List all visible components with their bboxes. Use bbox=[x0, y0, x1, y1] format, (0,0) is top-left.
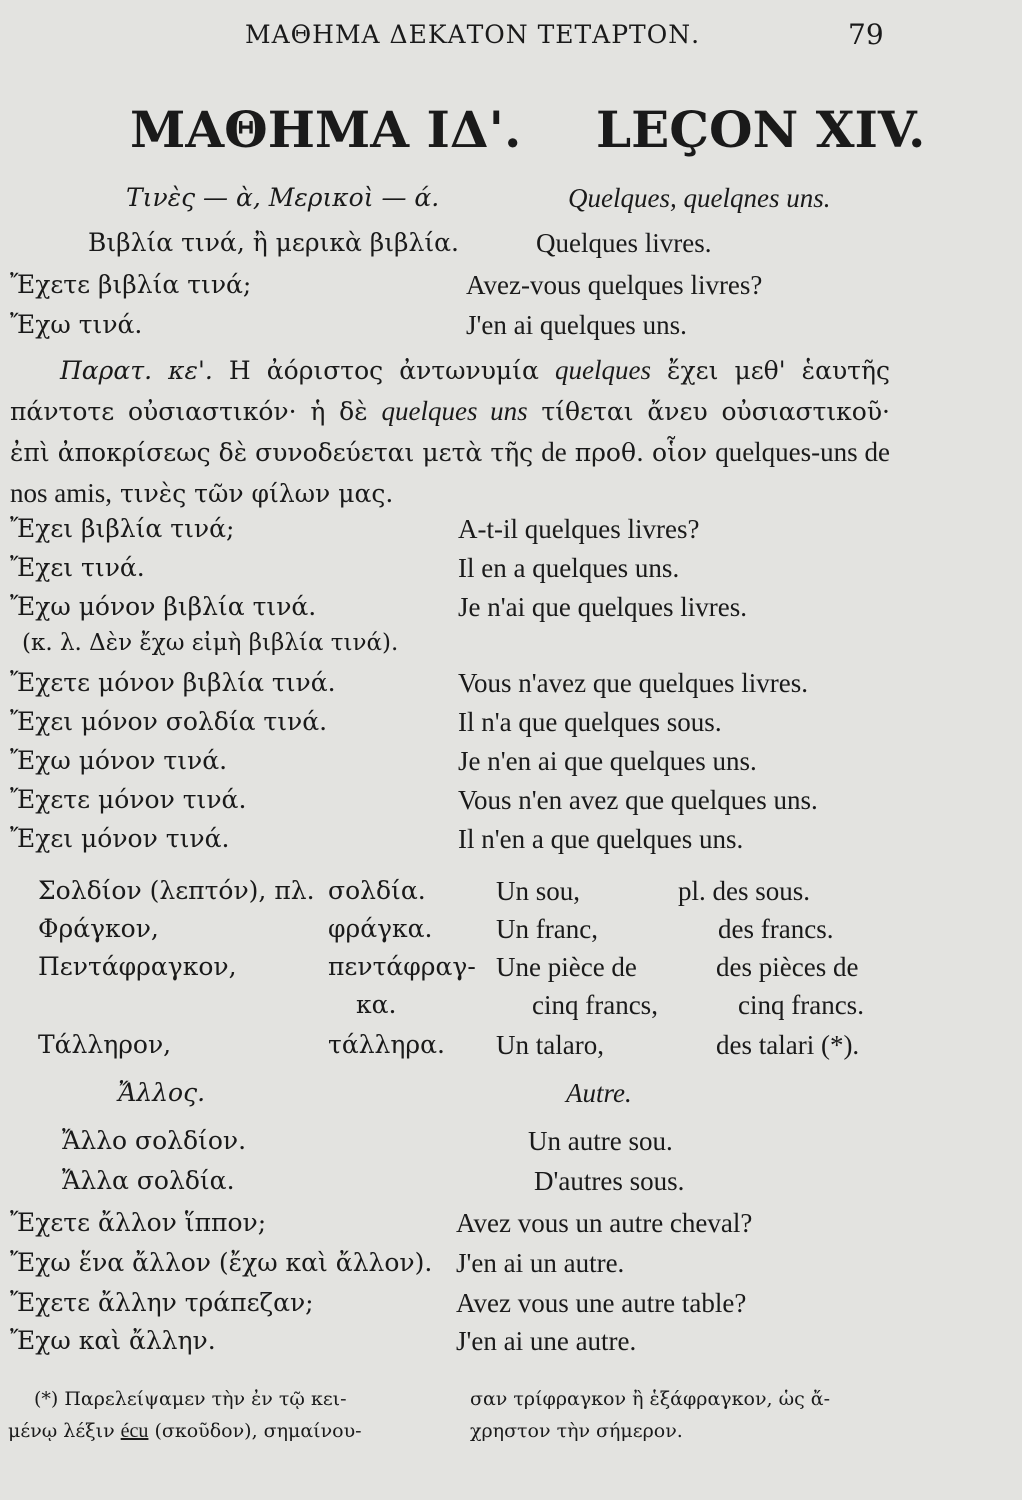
vocab-greek-plural: τάλληρα. bbox=[328, 1030, 445, 1059]
allos-french: Avez vous un autre cheval? bbox=[456, 1208, 753, 1238]
allos-greek: Ἔχετε ἄλλον ἵππον; bbox=[10, 1208, 267, 1237]
example-greek: (κ. λ. Δὲν ἔχω εἰμὴ βιβλία τινά). bbox=[22, 630, 399, 656]
allos-french: D'autres sous. bbox=[534, 1166, 685, 1196]
lesson-heading-greek: ΜΑΘΗΜΑ ΙΔ'. bbox=[130, 100, 522, 159]
example-greek: Ἔχει μόνον τινά. bbox=[10, 824, 230, 853]
allos-french: Avez vous une autre table? bbox=[456, 1288, 747, 1318]
vocab-french-plural: des pièces de bbox=[716, 952, 859, 982]
example-greek: Ἔχει βιβλία τινά; bbox=[10, 514, 235, 543]
note-french-term: de bbox=[541, 437, 567, 467]
vocab-french-plural: pl. des sous. bbox=[678, 876, 811, 906]
allos-french: J'en ai un autre. bbox=[456, 1248, 625, 1278]
footnote-left-line: (*) Παρελείψαμεν τὴν ἐν τῷ κει- bbox=[34, 1388, 347, 1410]
vocab-greek-singular: Τάλληρον, bbox=[38, 1030, 172, 1059]
footnote-text: μένῳ λέξιν bbox=[8, 1420, 121, 1442]
example-french: Il n'a que quelques sous. bbox=[458, 707, 722, 737]
intro-greek-line: Τινὲς — ὰ, Μερικοὶ — ά. bbox=[126, 183, 440, 212]
intro-greek-line: Ἔχω τινά. bbox=[10, 310, 143, 339]
vocab-french-singular: Un talaro, bbox=[496, 1030, 604, 1060]
note-french-term: quelques bbox=[554, 355, 651, 385]
allos-french: J'en ai une autre. bbox=[456, 1326, 637, 1356]
allos-french: Un autre sou. bbox=[528, 1126, 673, 1156]
note-text: τινὲς τῶν φίλων μας. bbox=[112, 479, 394, 508]
example-french: Je n'en ai que quelques uns. bbox=[458, 746, 757, 776]
footnote-text: (σκοῦδον), σημαίνου- bbox=[148, 1420, 362, 1442]
note-text: τίθεται ἄνευ οὐσιαστικοῦ· ἐπὶ ἀποκρίσεως δὲ συνοδεύεται μετὰ τῆς bbox=[10, 397, 890, 467]
footnote-left-line bbox=[8, 1420, 362, 1443]
running-title: ΜΑΘΗΜΑ ΔΕΚΑΤΟΝ ΤΕΤΑΡΤΟΝ. bbox=[245, 20, 701, 49]
page-number: 79 bbox=[848, 18, 884, 51]
example-french: Vous n'en avez que quelques uns. bbox=[458, 785, 818, 815]
footnote-right-line: χρηστον τὴν σήμερον. bbox=[470, 1420, 683, 1442]
vocab-greek-plural: κα. bbox=[356, 990, 397, 1019]
vocab-greek-plural: πεντάφραγ- bbox=[328, 952, 476, 981]
example-french: Il en a quelques uns. bbox=[458, 553, 680, 583]
note-french-term: quelques uns bbox=[381, 396, 528, 426]
section-heading-french: Autre. bbox=[566, 1078, 632, 1108]
allos-greek: Ἔχετε ἄλλην τράπεζαν; bbox=[10, 1288, 314, 1317]
intro-french-line: Quelques livres. bbox=[536, 228, 712, 258]
footnote-right-line: σαν τρίφραγκον ἢ ἑξάφραγκον, ὡς ἄ- bbox=[470, 1388, 831, 1410]
example-greek: Ἔχει μόνον σολδία τινά. bbox=[10, 707, 328, 736]
vocab-french-singular: Un franc, bbox=[496, 914, 598, 944]
example-french: Il n'en a que quelques uns. bbox=[458, 824, 744, 854]
intro-french-line: Quelques, quelqnes uns. bbox=[568, 183, 831, 213]
allos-greek: Ἔχω ἕνα ἄλλον (ἔχω καὶ ἄλλον). bbox=[10, 1248, 433, 1277]
footnote-french-word: écu bbox=[120, 1420, 149, 1442]
intro-greek-line: Ἔχετε βιβλία τινά; bbox=[10, 270, 252, 299]
vocab-french-singular: Une pièce de bbox=[496, 952, 637, 982]
lesson-heading-french: LEÇON XIV. bbox=[596, 100, 926, 159]
example-greek: Ἔχετε μόνον βιβλία τινά. bbox=[10, 668, 336, 697]
example-greek: Ἔχω μόνον τινά. bbox=[10, 746, 228, 775]
example-greek: Ἔχει τινά. bbox=[10, 553, 145, 582]
note-french-term: quelques-uns de nos amis, bbox=[10, 437, 891, 508]
example-french: A-t-il quelques livres? bbox=[458, 514, 700, 544]
vocab-greek-singular: Σολδίον (λεπτόν), πλ. bbox=[38, 876, 315, 905]
section-heading-greek: Ἄλλος. bbox=[118, 1078, 206, 1107]
vocab-french-singular: Un sou, bbox=[496, 876, 581, 906]
example-french: Vous n'avez que quelques livres. bbox=[458, 668, 809, 698]
allos-greek: Ἔχω καὶ ἄλλην. bbox=[10, 1326, 216, 1355]
example-greek: Ἔχω μόνον βιβλία τινά. bbox=[10, 592, 317, 621]
vocab-french-plural: des francs. bbox=[718, 914, 834, 944]
intro-french-line: Avez-vous quelques livres? bbox=[466, 270, 763, 300]
vocab-french-singular: cinq francs, bbox=[532, 990, 658, 1020]
intro-greek-line: Βιβλία τινά, ἢ μερικὰ βιβλία. bbox=[88, 228, 459, 257]
vocab-greek-plural: φράγκα. bbox=[328, 914, 433, 943]
intro-french-line: J'en ai quelques uns. bbox=[466, 310, 687, 340]
note-text: ἔχει μεθ' ἑαυτῆς πάντοτε οὐσιαστικόν· ἡ δὲ bbox=[10, 356, 890, 426]
allos-greek: Ἄλλο σολδίον. bbox=[62, 1126, 247, 1155]
vocab-french-plural: cinq francs. bbox=[738, 990, 864, 1020]
vocab-greek-plural: σολδία. bbox=[328, 876, 426, 905]
allos-greek: Ἄλλα σολδία. bbox=[62, 1166, 235, 1195]
vocab-greek-singular: Φράγκον, bbox=[38, 914, 159, 943]
vocab-french-plural: des talari (*). bbox=[716, 1030, 860, 1060]
grammar-note bbox=[10, 350, 890, 514]
note-text: προθ. οἷον bbox=[566, 438, 716, 467]
example-french: Je n'ai que quelques livres. bbox=[458, 592, 748, 622]
vocab-greek-singular: Πεντάφραγκον, bbox=[38, 952, 237, 981]
note-label: Παρατ. κε'. bbox=[60, 356, 213, 385]
note-text: Η ἀόριστος ἀντωνυμία bbox=[212, 356, 555, 385]
example-greek: Ἔχετε μόνον τινά. bbox=[10, 785, 247, 814]
